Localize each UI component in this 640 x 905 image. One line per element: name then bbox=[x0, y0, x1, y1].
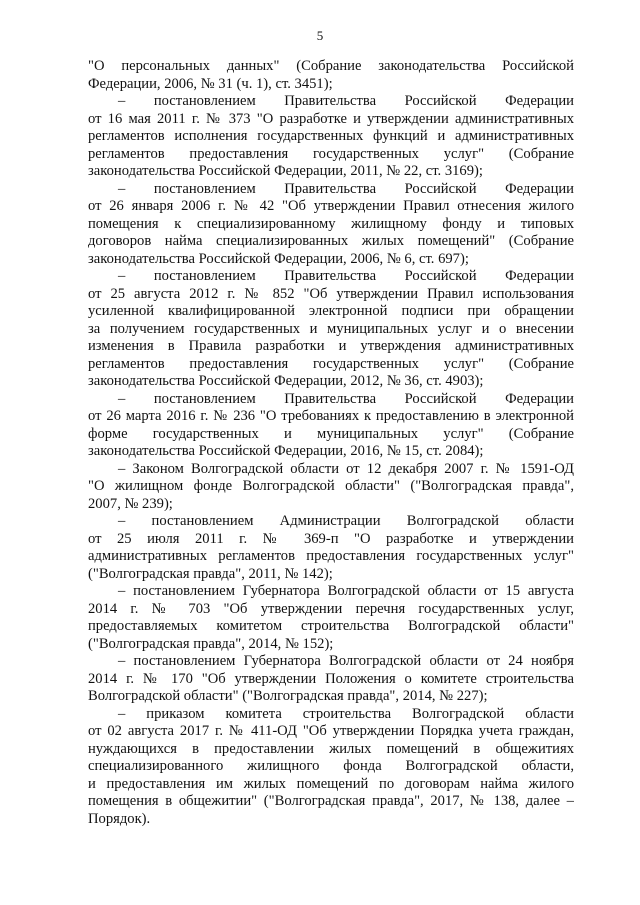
text-line: Федерации, 2006, № 31 (ч. 1), ст. 3451); bbox=[88, 75, 333, 92]
text-line: от 25 июля 2011 г. № 369-п "О разработке и утверждении bbox=[88, 530, 574, 547]
text-line: 2014 г. № 703 "Об утверждении перечня государственных услуг, bbox=[88, 600, 574, 617]
text-line: от 25 августа 2012 г. № 852 "Об утверждении Правил использования bbox=[88, 285, 574, 302]
text-line: Порядок). bbox=[88, 810, 151, 827]
text-line: "О жилищном фонде Волгоградской области" ("Волгоградская правда", bbox=[88, 478, 574, 494]
text-line: административных регламентов предоставления государственных услуг" bbox=[88, 548, 574, 564]
text-line: – постановлением Правительства Российской Федерации bbox=[118, 180, 574, 197]
text-line: и предоставления им жилых помещений по договорам найма жилого bbox=[88, 775, 574, 792]
text-line: законодательства Российской Федерации, 2011, № 22, ст. 3169); bbox=[88, 163, 483, 179]
text-line: – постановлением Правительства Российской Федерации bbox=[118, 390, 574, 407]
text-line: – постановлением Губернатора Волгоградской области от 15 августа bbox=[118, 583, 574, 599]
text-line: – приказом комитета строительства Волгоградской области bbox=[118, 705, 574, 722]
text-line: от 02 августа 2017 г. № 411-ОД "Об утверждении Порядка учета граждан, bbox=[88, 723, 574, 739]
text-line: изменения в Правила разработки и утверждения административных bbox=[88, 338, 574, 354]
text-line: "О персональных данных" (Собрание законодательства Российской bbox=[88, 58, 574, 74]
text-line: – Законом Волгоградской области от 12 декабря 2007 г. № 1591-ОД bbox=[118, 460, 574, 477]
text-line: регламентов исполнения государственных функций и административных bbox=[88, 128, 574, 144]
document-body bbox=[88, 58, 574, 828]
text-line: от 26 марта 2016 г. № 236 "О требованиях к предоставлению в электронной bbox=[88, 408, 574, 424]
text-line: помещения к специализированному жилищному фонду и типовых bbox=[88, 215, 574, 232]
text-line: от 26 января 2006 г. № 42 "Об утверждении Правил отнесения жилого bbox=[88, 198, 574, 214]
text-line: от 16 мая 2011 г. № 373 "О разработке и утверждении административных bbox=[88, 110, 574, 127]
text-line: ("Волгоградская правда", 2011, № 142); bbox=[88, 565, 333, 582]
text-line: за получением государственных и муниципальных услуг и о внесении bbox=[88, 320, 574, 337]
text-line: предоставляемых комитетом строительства Волгоградской области" bbox=[88, 618, 574, 634]
text-line: законодательства Российской Федерации, 2012, № 36, ст. 4903); bbox=[88, 373, 484, 389]
text-line: Волгоградской области" ("Волгоградская правда", 2014, № 227); bbox=[88, 688, 488, 704]
text-line: – постановлением Администрации Волгоградской области bbox=[118, 513, 574, 529]
text-line: специализированного жилищного фонда Волгоградской области, bbox=[88, 758, 574, 774]
text-line: законодательства Российской Федерации, 2016, № 15, ст. 2084); bbox=[88, 443, 484, 459]
text-line: регламентов предоставления государственных услуг" (Собрание bbox=[88, 355, 574, 372]
text-line: договоров найма специализированных жилых помещений" (Собрание bbox=[88, 233, 574, 249]
text-line: регламентов предоставления государственных услуг" (Собрание bbox=[88, 145, 574, 162]
text-line: законодательства Российской Федерации, 2006, № 6, ст. 697); bbox=[88, 250, 469, 267]
text-line: – постановлением Губернатора Волгоградской области от 24 ноября bbox=[118, 653, 574, 669]
text-line: усиленной квалифицированной электронной подписи при обращении bbox=[88, 303, 574, 319]
text-line: 2007, № 239); bbox=[88, 495, 173, 512]
text-line: помещения в общежитии" ("Волгоградская правда", 2017, № 138, далее – bbox=[88, 793, 574, 809]
text-line: форме государственных и муниципальных услуг" (Собрание bbox=[88, 425, 574, 442]
text-line: – постановлением Правительства Российской Федерации bbox=[118, 93, 574, 109]
text-line: ("Волгоградская правда", 2014, № 152); bbox=[88, 635, 334, 652]
text-line: 2014 г. № 170 "Об утверждении Положения о комитете строительства bbox=[88, 670, 574, 687]
text-line: нуждающихся в предоставлении жилых помещений в общежитиях bbox=[88, 740, 574, 757]
text-line: – постановлением Правительства Российской Федерации bbox=[118, 268, 574, 284]
page-number: 5 bbox=[316, 28, 324, 43]
